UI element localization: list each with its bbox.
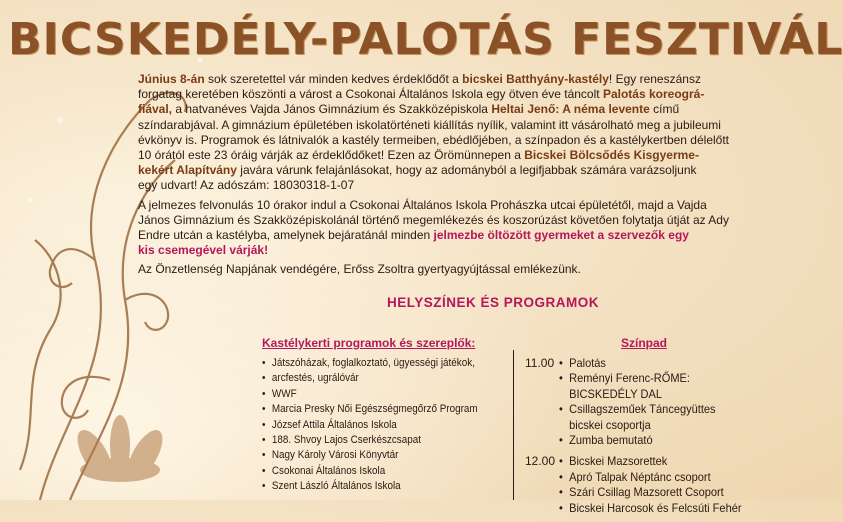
slot-time: 12.00 xyxy=(525,454,556,469)
intro-paragraph-1 xyxy=(138,72,750,194)
text-run: Heltai Jenő: A néma levente xyxy=(491,102,650,117)
list-item: • Nagy Károly Városi Könyvtár xyxy=(262,448,506,463)
text-run: évkönyv is. Programok és látnivalók a kastély termeiben, ebédlőjében, a színpadon és a kastélykertben délelőtt xyxy=(138,132,729,147)
list-item: • Csillagszeműek Táncegyüttes xyxy=(559,402,781,417)
list-item: • arcfestés, ugrálóvár xyxy=(262,371,506,386)
garden-programs-heading: Kastélykerti programok és szereplők: xyxy=(262,336,476,350)
list-item: • Bicskei Harcosok és Felcsúti Fehér xyxy=(559,501,781,516)
slot-time: 11.00 xyxy=(525,356,555,370)
text-run: 10 órától este 23 óráig várják az érdeklődőket! Ezen az Örömünnepen a xyxy=(138,148,525,163)
garden-programs-column xyxy=(262,336,502,495)
text-run: bicskei Batthyány-kastély xyxy=(462,72,609,86)
intro-text xyxy=(138,72,750,278)
list-item: • WWF xyxy=(262,387,506,402)
text-run: egy udvart! Az adószám: 18030318-1-07 xyxy=(138,178,355,193)
text-run: színdarabjával. A gimnázium épületében iskolatörténeti kiállítás nyílik, valamint itt vásárolható meg a jubileumi xyxy=(138,117,721,132)
text-run: Palotás koreográ- xyxy=(602,87,705,102)
schedule-slot xyxy=(521,356,750,448)
text-run: Június 8-án xyxy=(138,72,205,86)
intro-paragraph-2 xyxy=(138,198,750,259)
list-item: • Marcia Presky Női Egészségmegőrző Program xyxy=(262,402,506,417)
list-item: • Palotás xyxy=(559,356,781,371)
list-item: • Zumba bemutató xyxy=(559,433,781,448)
list-item: bicskei csoportja xyxy=(569,417,651,432)
text-run: sok szeretettel vár minden kedves érdeklődőt a xyxy=(204,72,463,86)
list-item: • Csokonai Általános Iskola xyxy=(262,464,506,479)
text-run: A jelmezes felvonulás 10 órakor indul a Csokonai Általános Iskola Prohászka utcai épületétől, majd a Vajda xyxy=(138,197,707,212)
text-run: fiával, xyxy=(138,102,173,117)
garden-programs-list xyxy=(262,356,502,495)
text-run: a hatvanéves Vajda János Gimnázium és Szakközépiskola xyxy=(172,102,492,117)
section-title: HELYSZÍNEK ÉS PROGRAMOK xyxy=(387,295,600,310)
list-item: • József Attila Általános Iskola xyxy=(262,418,506,433)
list-item: • Apró Talpak Néptánc csoport xyxy=(559,470,781,485)
list-item: • Szent László Általános Iskola xyxy=(262,479,506,494)
text-run: Bicskei Bölcsődés Kisgyerme- xyxy=(524,148,699,163)
list-item: • Bicskei Mazsorettek xyxy=(559,454,781,469)
schedule-slot xyxy=(521,454,750,516)
text-run: című xyxy=(649,102,680,117)
page-title: BICSKEDÉLY-PALOTÁS FESZTIVÁL xyxy=(8,14,843,65)
list-item: • Szári Csillag Mazsorett Csoport xyxy=(559,485,781,500)
text-run: ! Egy reneszánsz xyxy=(608,72,701,86)
text-run: kekért Alapítvány xyxy=(138,163,237,178)
list-item: BICSKEDÉLY DAL xyxy=(569,386,662,401)
stage-heading: Színpad xyxy=(621,336,668,350)
stage-programs-column xyxy=(521,336,750,522)
text-run: Endre utcán a kastélyba, amelynek bejáratánál minden xyxy=(138,228,434,243)
text-run: Az Önzetlenség Napjának vendégére, Erőss Zsoltra gyertyagyújtással emlékezünk. xyxy=(138,262,581,277)
column-divider xyxy=(513,350,514,500)
text-run: javára várunk felajánlásokat, hogy az adományból a legifjabbak számára varázsoljunk xyxy=(236,163,697,178)
list-item: • 188. Shvoy Lajos Cserkészcsapat xyxy=(262,433,506,448)
text-run: János Gimnázium és Szakközépiskolánál történő megemlékezés és koszorúzást követően folytatja útját az Ady xyxy=(138,212,729,227)
text-run: jelmezbe öltözött gyermeket a szervezők egy xyxy=(433,228,689,243)
text-run: forgatag keretében köszönti a várost a Csokonai Általános Iskola egy ötven éve táncolt xyxy=(138,87,603,102)
slot-list xyxy=(559,356,750,448)
intro-paragraph-3 xyxy=(138,262,750,277)
list-item: • Játszóházak, foglalkoztató, ügyességi játékok, xyxy=(262,356,506,371)
list-item: • Reményi Ferenc-RŐME: xyxy=(559,371,781,386)
text-run: kis csemegével várják! xyxy=(138,243,269,258)
slot-list xyxy=(559,454,750,516)
